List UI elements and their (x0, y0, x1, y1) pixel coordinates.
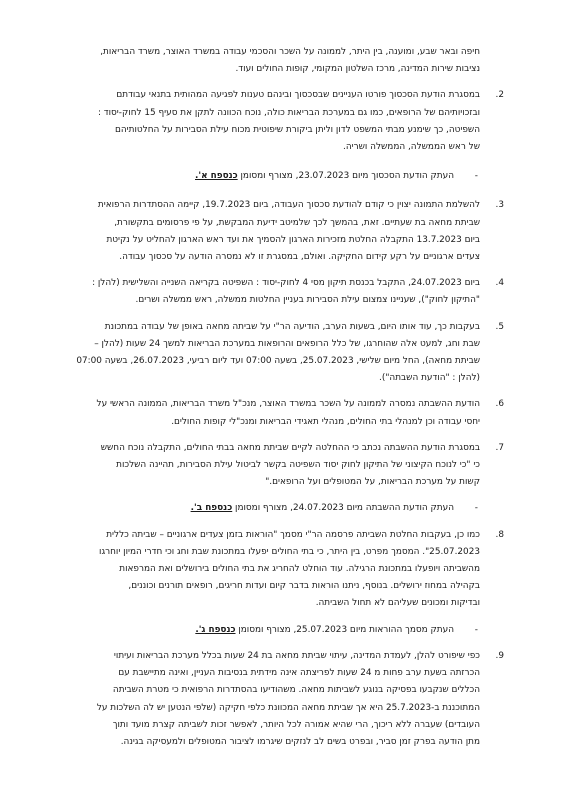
intro-line-1: חיפה ובאר שבע, ומוענה, בין היתר, לממונה על השכר והסכמי עבודה במשרד האוצר, משרד הבריאות, (100, 47, 480, 57)
paragraph-line: ביום 13.7.2023 התקבלה החלטת מזכירות הארגון להסמיך את ועד ראש הארגון להחליט על נקיטת (106, 234, 480, 245)
paragraph-number: 3. (495, 200, 504, 211)
paragraph-line: שביתת מחאה), החל מיום שלישי, 25.07.2023, בשעה 07:00 ועד ליום רביעי, 26.07.2023, בשעה 07:00 (76, 356, 480, 367)
paragraph-line: 25.07.2023". המסמך מפרט, בין היתר, כי בתי החולים יפעלו במתכונת שבת וחג וכי חדרי המיון יוחרגו (99, 546, 480, 557)
paragraph-6 (62, 396, 504, 430)
paragraph-number: 6. (495, 399, 504, 410)
paragraph-number: 8. (495, 529, 504, 540)
paragraph-line: בקהילה במחוז ירושלים. בנוסף, ניתנו הוראות בדבר קיום ועדות חריגים, רופאים תורנים וכוננים, (128, 581, 480, 592)
attachment-b-note (62, 500, 504, 517)
attachment-label: כנספח א'. (195, 171, 238, 182)
paragraph-line: כמו כן, בעקבות החלטת השביתה פרסמה הר"י מסמך "הוראות בזמן צעדים ארגוניים – שביתה כללית (106, 529, 480, 540)
attachment-label: כנספח ב'. (190, 503, 233, 514)
paragraph-line: מתן הודעה בפרק זמן סביר, ובפרט בשים לב לנזקים שיגרמו לציבור המטופלים ולמעסיקה בגינה. (120, 736, 480, 747)
paragraph-line: בעקבות כך, עוד אותו היום, בשעות הערב, הודיעה הר"י על שביתה מחאה באופן של עבודה במתכונת (104, 321, 480, 332)
attachment-dash: - (474, 171, 478, 182)
paragraph-line: ובזכויותיהם של הרופאים, כמו גם במערכת הבריאות כולה, נוכח הכוונה לתקן את סעיף 15 לחוק-יסוד : (97, 107, 480, 118)
intro-paragraph (62, 44, 504, 78)
attachment-text: העתק הודעת ההשבתה מיום 24.07.2023, מצורף ומסומן (235, 503, 454, 514)
paragraph-number: 9. (495, 650, 504, 661)
paragraph-line: ביום 24.07.2023, התקבל בכנסת תיקון מסי 4 לחוק-יסוד : השפיטה בקריאה השנייה והשלישית (להלן : (92, 278, 480, 289)
attachment-label: כנספח ג'. (195, 624, 236, 635)
paragraph-number: 5. (495, 321, 504, 332)
paragraph-line: (להלן : "הודעת השבתה"). (379, 373, 480, 384)
paragraph-line: ובדיקות ומכונים שעליהם לא תחול השביתה. (315, 598, 480, 609)
paragraph-line: הודעת ההשבתה נמסרה לממונה על השכר במשרד האוצר, מנכ"ל משרד הבריאות, הממונה הראשי על (96, 399, 480, 410)
paragraph-line: העובדים) שעברה ללא ריכוך, הרי שהיא אמורה לכל היותר, לאפשר זכות לשביתה קצרת מועד ותוך (112, 719, 480, 730)
paragraph-line: הכללים שנקבעו בפסיקה בנוגע לשביתות מחאה. משהודיעו בהסתדרות הרפואית כי מטרת השביתה (112, 685, 480, 696)
paragraph-line: קשות על מערכת הבריאות, על המטופלים ועל הרופאים." (265, 477, 480, 488)
paragraph-line: במסגרת הודעת הסכסוך פורטו העניינים שבסכסוך ובינהם טענות לפגיעה המהותית בתנאי עבודתם (116, 90, 480, 101)
paragraph-line: כי "כי לנוכח הקיצוני של התיקון לחוק יסוד השפיטה בקשר לביטול עילת הסבירות, תהיינה השלכות (116, 460, 480, 471)
attachment-text: העתק הודעת הסכסוך מיום 23.07.2023, מצורף ומסומן (240, 171, 454, 182)
attachment-c-note (62, 622, 504, 639)
paragraph-7 (62, 440, 504, 492)
paragraph-line: "התיקון לחוק"), שעניינו צמצום עילת הסבירות בעניין החלטות ממשלה, ראש ממשלה ושרים. (135, 295, 480, 306)
paragraph-4 (62, 275, 504, 309)
paragraph-line: להשלמת התמונה יצוין כי קודם להודעת סכסוך העבודה, ביום 19.7.2023, קיימה ההסתדרות הרפואית (97, 200, 480, 211)
paragraph-number: 2. (495, 90, 504, 101)
paragraph-line: צעדים ארגוניים על רקע קידום החקיקה. ואולם, במסגרת זו לא נמסרה הודעה על סכסוך עבודה. (119, 252, 480, 263)
paragraph-line: של ראש הממשלה, הממשלה ושריה. (343, 142, 480, 153)
attachment-dash: - (474, 624, 478, 635)
attachment-text: העתק מסמך ההוראות מיום 25.07.2023, מצורף ומסומן (238, 624, 454, 635)
paragraph-line: מהשביתה ויופעלו במתכונת הרגילה. עוד הוחלט להחריג את בתי החולים בירושלים ואת המרפאות (119, 564, 480, 575)
paragraph-number: 7. (495, 442, 504, 453)
paragraph-line: יחסי עבודה וכן למנהלי בתי החולים, מנהלי תאגידי הבריאות ומנכ"לי קופות החולים. (171, 416, 480, 427)
paragraph-3 (62, 197, 504, 266)
paragraph-9 (62, 648, 504, 751)
paragraph-5 (62, 319, 504, 388)
paragraph-8 (62, 527, 504, 613)
attachment-dash: - (474, 503, 478, 514)
paragraph-2 (62, 87, 504, 156)
paragraph-line: במסגרת הודעת ההשבתה נכתב כי ההחלטה לקיים שביתת מחאה בבתי החולים, התקבלה נוכח החשש (100, 442, 480, 453)
paragraph-line: הכרזתה בשעת ערב פחות מ 24 שעות לפריצתה אינה מידתית בנסיבות העניין, ואינה מתיישבת עם (118, 668, 480, 679)
paragraph-line: כפי שיפורט להלן, לעמדת המדינה, עיתוי שביתת מחאה בת 24 שעות בכלל מערכת הבריאות ועיתוי (113, 650, 480, 661)
paragraph-line: שביתת מחאה בת שעתיים. זאת, בהמשך לכך שלמיטב ידיעת המבקשת, על פי פרסומים בתקשורת, (114, 217, 480, 228)
paragraph-line: השפיטה, כך שימנע מבתי המשפט לדון וליתן ביקורת שיפוטית מכוח עילת הסבירות על החלטותיהם (114, 124, 480, 135)
attachment-a-note (62, 168, 504, 185)
paragraph-line: שבת וחג, למעט אלה שהוחרגו, של כלל הרופאים והרופאות במערכת הבריאות למשך 24 שעות (להלן – (94, 338, 480, 349)
paragraph-line: המתוכננת ב-25.7.2023 היא אך שביתת מחאה המכוונת כלפי חקיקה (שלפי הנטען יש לה השלכות על (96, 702, 480, 713)
intro-line-2: נציבות שירות המדינה, מרכז השלטון המקומי, קופות החולים ועוד. (235, 64, 480, 75)
paragraph-number: 4. (495, 278, 504, 289)
